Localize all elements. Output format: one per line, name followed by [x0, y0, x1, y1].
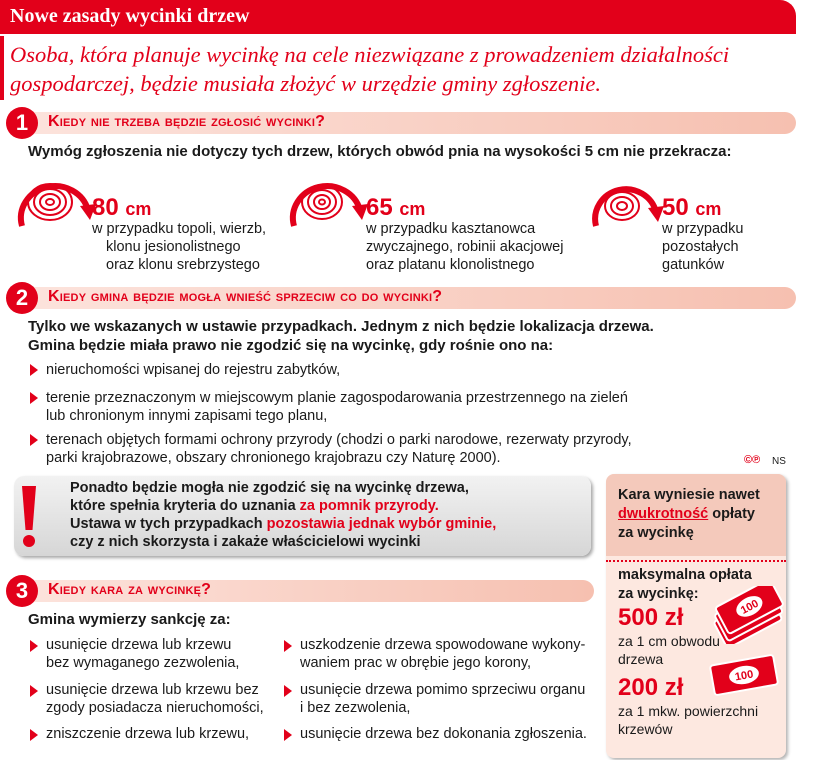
list-item: terenach objętych formami ochrony przyrody (chodzi o parki narodowe, rezerwaty przyrody, parki krajobrazowe, obszary chronionego krajobrazu czy Naturę 2000). — [46, 432, 632, 466]
bullet-arrow-icon — [30, 392, 38, 404]
list-item: usunięcie drzewa lub krzewu bez wymaganego zezwolenia, — [46, 637, 240, 671]
banknotes-icon — [706, 586, 786, 644]
penalty-line-1: Kara wyniesie nawet — [618, 487, 760, 503]
bullet-arrow-icon — [30, 434, 38, 446]
section2-title: Kiedy gmina będzie mogła wnieść sprzeciw co do wycinki? — [48, 288, 443, 305]
page-title: Nowe zasady wycinki drzew — [10, 5, 250, 27]
list-item: usunięcie drzewa pomimo sprzeciwu organu i bez zezwolenia, — [300, 682, 586, 716]
section1-intro: Wymóg zgłoszenia nie dotyczy tych drzew, których obwód pnia na wysokości 5 cm nie przekracza: — [28, 143, 732, 160]
fee-tree-value: 500 zł — [618, 604, 684, 631]
bullet-arrow-icon — [284, 685, 292, 697]
max-fee-label-1: maksymalna opłata — [618, 567, 752, 583]
svg-text:100: 100 — [734, 668, 755, 684]
section3-title: Kiedy kara za wycinkę? — [48, 581, 212, 598]
species-group-2: w przypadku kasztanowca zwyczajnego, robinii akacjowej oraz platanu klonolistnego — [366, 221, 564, 273]
svg-text:100: 100 — [738, 597, 761, 617]
species-group-3: w przypadku pozostałych gatunków — [662, 221, 744, 273]
tree-rings-icon — [584, 172, 668, 236]
header-bar — [0, 0, 796, 34]
section2-intro-2: Gmina będzie miała prawo nie zgodzić się na wycinkę, gdy rośnie ono na: — [28, 337, 554, 354]
bullet-arrow-icon — [30, 640, 38, 652]
circumference-80: 80 cm — [92, 194, 152, 221]
list-item: terenie przeznaczonym w miejscowym planie zagospodarowania przestrzennego na zieleń lub chronionym innymi zapisami tego planu, — [46, 390, 628, 424]
lead-accent-rule — [0, 36, 4, 100]
bullet-arrow-icon — [284, 729, 292, 741]
species-group-1: w przypadku topoli, wierzb, klonu jesionolistnego oraz klonu srebrzystego — [92, 221, 267, 273]
section2-intro-1: Tylko we wskazanych w ustawie przypadkach. Jednym z nich będzie lokalizacja drzewa. — [28, 318, 654, 335]
section2-number: 2 — [6, 282, 38, 314]
bullet-arrow-icon — [284, 640, 292, 652]
lead-text: Osoba, która planuje wycinkę na cele niezwiązane z prowadzeniem działalności gospodarczej, będzie musiała złożyć w urzędzie gminy zgłoszenie. — [10, 42, 730, 96]
bullet-arrow-icon — [30, 729, 38, 741]
penalty-line-2: dwukrotność opłaty — [618, 506, 755, 522]
max-fee-label-2: za wycinkę: — [618, 586, 699, 602]
alert-line-2: które spełnia kryteria do uznania za pomnik przyrody. — [70, 498, 439, 514]
list-item: zniszczenie drzewa lub krzewu, — [46, 726, 250, 742]
copyright-mark: ©℗ — [744, 454, 761, 466]
banknote-icon — [706, 652, 782, 698]
section3-intro: Gmina wymierzy sankcję za: — [28, 611, 231, 628]
section3-number: 3 — [6, 575, 38, 607]
list-item: nieruchomości wpisanej do rejestru zabytków, — [46, 362, 341, 378]
section1-title: Kiedy nie trzeba będzie zgłosić wycinki? — [48, 113, 326, 130]
fee-shrub-value: 200 zł — [618, 674, 684, 701]
alert-line-1: Ponadto będzie mogła nie zgodzić się na wycinkę drzewa, — [70, 480, 469, 496]
list-item: uszkodzenie drzewa spowodowane wykony- waniem prac w obrębie jego korony, — [300, 637, 586, 671]
circumference-65: 65 cm — [366, 194, 426, 221]
fee-tree-unit: za 1 cm obwodu drzewa — [618, 633, 720, 667]
bullet-arrow-icon — [30, 364, 38, 376]
tree-rings-icon — [10, 166, 100, 236]
alert-line-4: czy z nich skorzysta i zakaże właścicielowi wycinki — [70, 534, 421, 550]
bullet-arrow-icon — [30, 685, 38, 697]
list-item: usunięcie drzewa bez dokonania zgłoszenia. — [300, 726, 587, 742]
panel-divider — [606, 560, 786, 562]
circumference-50: 50 cm — [662, 194, 722, 221]
fee-shrub-unit: za 1 mkw. powierzchni krzewów — [618, 703, 759, 737]
list-item: usunięcie drzewa lub krzewu bez zgody posiadacza nieruchomości, — [46, 682, 264, 716]
section1-number: 1 — [6, 107, 38, 139]
tree-rings-icon — [282, 166, 372, 236]
alert-line-3: Ustawa w tych przypadkach pozostawia jednak wybór gminie, — [70, 516, 497, 532]
author-credit: NS — [772, 456, 786, 467]
exclamation-dot-icon — [23, 535, 35, 547]
penalty-line-3: za wycinkę — [618, 525, 694, 541]
